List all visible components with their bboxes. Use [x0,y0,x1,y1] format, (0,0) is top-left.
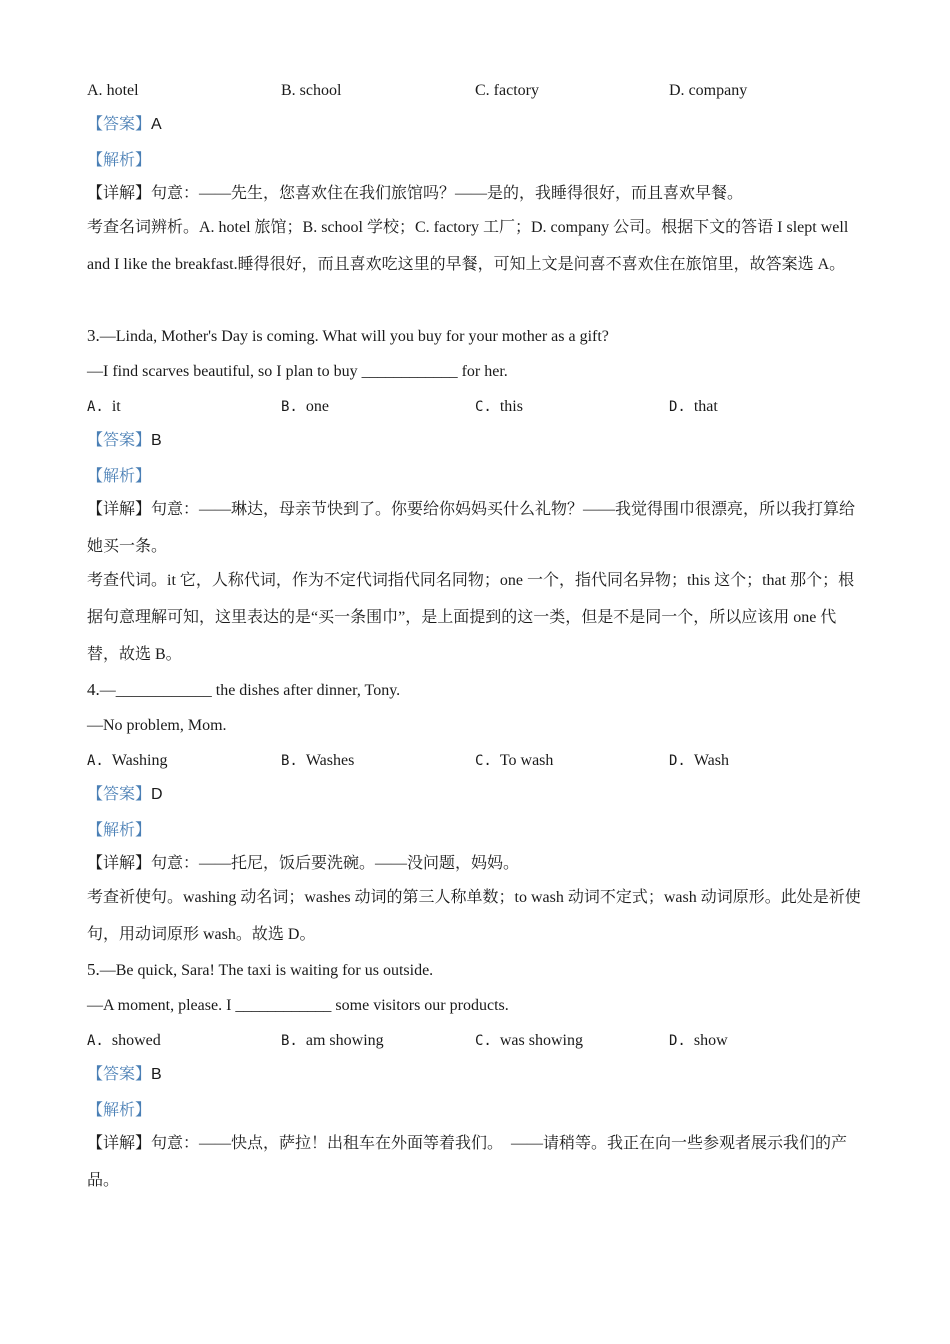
answer-label: 【答案】 [87,786,152,803]
q5-option-d: D. show [669,1032,728,1049]
answer-value: B [151,432,162,449]
q4-option-c: C. To wash [475,752,554,769]
answer-value: A [151,116,162,133]
q2-option-c: C. factory [475,82,539,99]
answer-label: 【答案】 [87,1066,152,1083]
q4-option-b: B. Washes [281,752,355,769]
q3-option-c: C. this [475,398,523,415]
q5-number: 5. [87,960,100,979]
q4-option-a: A. Washing [87,752,168,769]
q4-detail: 【详解】句意：——托尼，饭后要洗碗。——没问题，妈妈。 [87,855,520,872]
q3-options [87,397,867,417]
q3-analysis-label: 【解析】 [87,468,152,485]
q5-option-b: B. am showing [281,1032,384,1049]
q5-stem-line1: 5.—Be quick, Sara! The taxi is waiting for us outside. [87,960,434,979]
q2-option-b: B. school [281,82,342,99]
q5-answer [87,1065,162,1085]
q5-option-c: C. was showing [475,1032,583,1049]
q4-stem-line1: 4.—____________ the dishes after dinner, Tony. [87,680,401,699]
q5-options [87,1031,867,1051]
q3-stem-line1: 3.—Linda, Mother's Day is coming. What will you buy for your mother as a gift? [87,326,609,345]
q2-answer [87,115,162,135]
q5-analysis-label: 【解析】 [87,1102,152,1119]
q3-number: 3. [87,326,100,345]
q3-option-a: A. it [87,398,121,415]
q4-number: 4. [87,680,100,699]
q2-option-a: A. hotel [87,82,139,99]
q5-stem-line2: —A moment, please. I ____________ some visitors our products. [87,997,509,1014]
q4-analysis-label: 【解析】 [87,822,152,839]
q5-option-a: A. showed [87,1032,161,1049]
q3-answer [87,431,162,451]
q3-detail: 【详解】句意：——琳达，母亲节快到了。你要给你妈妈买什么礼物？——我觉得围巾很漂亮，所以我打算给她买一条。 [87,501,856,555]
q4-explanation: 考查祈使句。washing 动名词；washes 动词的第三人称单数；to wash 动词不定式；wash 动词原形。此处是祈使句，用动词原形 wash。故选 D。 [87,889,861,943]
q3-option-d: D. that [669,398,718,415]
q4-stem-line2: —No problem, Mom. [87,717,227,734]
q3-explanation: 考查代词。it 它，人称代词，作为不定代词指代同名同物；one 一个，指代同名异物；this 这个；that 那个；根据句意理解可知，这里表达的是“买一条围巾”，是上面提到的这一类，但是不是同一个，所以应该用 one 代替，故选 B。 [87,572,855,663]
answer-label: 【答案】 [87,432,152,449]
q2-option-d: D. company [669,82,748,99]
q3-stem-line2: —I find scarves beautiful, so I plan to buy ____________ for her. [87,363,508,380]
q2-analysis-label: 【解析】 [87,152,152,169]
answer-value: B [151,1066,162,1083]
q5-detail: 【详解】句意：——快点，萨拉！出租车在外面等着我们。 ——请稍等。我正在向一些参观者展示我们的产品。 [87,1135,848,1189]
answer-value: D [151,786,163,803]
q4-option-d: D. Wash [669,752,730,769]
q2-explanation: 考查名词辨析。A. hotel 旅馆；B. school 学校；C. factory 工厂；D. company 公司。根据下文的答语 I slept well and I like the breakfast.睡得很好，而且喜欢吃这里的早餐，可知上文是问喜不喜欢住在旅馆里，故答案选 A。 [87,219,849,273]
q2-options [87,81,867,101]
answer-label: 【答案】 [87,116,152,133]
q3-option-b: B. one [281,398,329,415]
q4-answer [87,785,163,805]
q4-options [87,751,867,771]
q2-detail: 【详解】句意：——先生，您喜欢住在我们旅馆吗？——是的，我睡得很好，而且喜欢早餐。 [87,185,744,202]
